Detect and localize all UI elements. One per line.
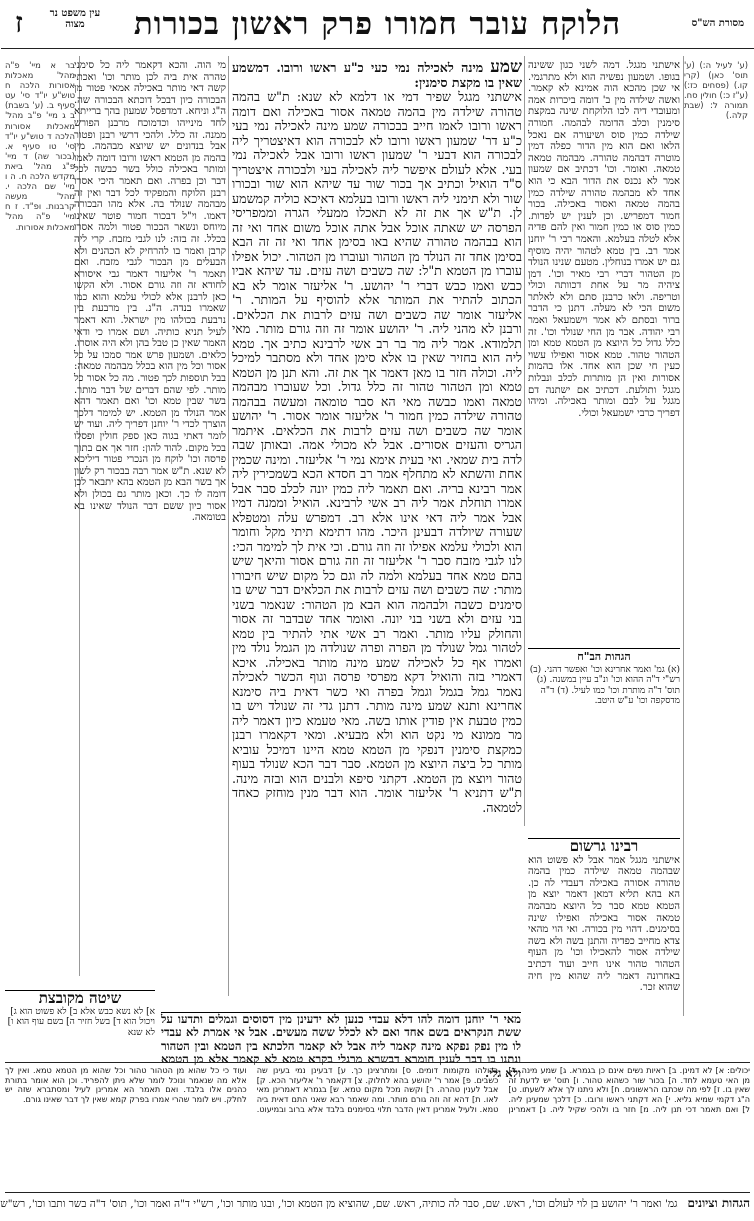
footnote-divider (5, 1062, 750, 1063)
gemara-text: אישתני מגגל שפיר דמי או דלמא לא שנא: ת"ש בהמה טהורה שילדה מין בהמה טמאה אסור באכילה ואם דומה ראשו ורובו לאמו חייב בבכורה שמע מינה לאכילה נמי בעי כ"ע דר' שמעון ראשו ורובו לא לבכורה הוא דאיצטריך ליה לבכורה הוא דבעי ר' שמעון ראשו ורובו אבל לאכילה נמי בעי. אלא לעולם איפשר ליה לאכילה בעי ולבכורה איצטריך ס"ד הואיל וכתיב אך בכור שור עד שיהא הוא שור ובכורו שור ולא תימני ליה ראשו ורובו בעלמא דאיכא כוליה קמשמע לן. ת"ש אך את זה לא תאכלו ממעלי הגרה וממפריסי הפרסה יש שאתה אוכל אבל אתה אוכל משום אחד ואי זה הוא בבהמה טהורה שהיא באו בסימן אחד ואי זה זה הבא בסימן אחד זה הנולד מן הטהור ועוברו מן הטהור. יכול אפילו עוברו מן הטמא ת"ל: שה כשבים ושה עזים. עד שיהא אביו כבש ואמו כבש דברי ר' יהושע. ר' אליעזר אומר לא בא הכתוב להתיר את המותר אלא להוסיף על המותר. ר' אליעזר אומר שה כשבים ושה עזים לרבות את הכלאים. ורבנן לא מהני ליה. ר' יהושע אומר זה וזה גורם מותר. מאי תלמודא. אמר ליה מר בר רב אשי לרבינא כתיב אך. טמא ליה הוא בחזיר שאין בו אלא סימן אחד ולא מסתבר למיכל ליה. וכולה חזר בו מאן דאמר אך את זה. והא תנן מן הטמא טמא ומן הטהור טהור זה כלל גדול. וכל שעוברו מבהמה טמאה ואמו כבשה מאי הא סבר טומאה ומעשה בבהמה טהורה שילדה כמין חמור ר' אליעזר אומר אסור. ר' יהושע אומר שה כשבים ושה עזים לרבות את הכלאים. איתמר הגריס והעזים אסורים. אבל לא מכולי אמה. ובאותן שבה לדה בית שמאי. ואי בעית אימא נמי ר' אליעזר. ומינה שכמין אחת והשתא לא מתחלף אמר רב חסדא הכא בשמכירין ליה אמר רבינא בריה. ואם תאמר ליה כמין יונה לכלב סבר אבל אמרו תוחלת אמר ליה רב אשי לרבינא. הואיל וממנה דמיו אבל אמר ליה דאי אינו אלא רב. דמפרש עלה ומטפלא שעורה שיולדה דבעינן היכר. מהו דתימא תיתי מקל וחומר הוא ולכולי עלמא אפילו זה וזה גורם. וכי אית לך למימר הכי: לנו לגבי מזבח סבר ר' אליעזר זה וזה גורם אסור והיאך שיש בהם טמא אחד בעלמא ולמה לה וגם כל מקום שיש חיבורו מותר: שה כשבים ושה עזים לרבות את הכלאים דבר שיש בו סימנים כשבה ולבהמה הוא הבא מן הטהור: שנאמר בשני בני עזים ולא בשני בני יונה. ואומר אחד שבדבר זה אסור והחולק עליו מותר. ואמר רב אשי אתי להתיר בין טמא לטהור גמל שנולד מן הפרה ופרה שנולדה מן הגמל נולד מין ואמרו אף כל לאכילה שמע מינה מותר באכילה. איכא דאמרי בזה והואיל דקא מפרסי פרסה וגוף הכשר לאכילה נאמר גמל בגמל וגמל בפרה ואי כשר דאית ביה סימנא אחרינא ותנא שמע מינה מותר. דתנן גדי זה שנולד ויש בו כמין טבעת אין פודין אותו בשה. מאי טעמא כיון דאמר ליה מר ממונא מי נקט הוא ולא מבעיא. ומאי דקאמרו רבנן כמקצת סימנין דנפקי מן הטמא טמא היינו דמיכל עוביא מותר כל ביצה היוצא מן הטמא. סבר דבר הכא שנולד בעוף טהור ויוצא מן הטמא. דקתני סיפא ולבנים הוא ובזה מינה. ת"ש דתניא ר' אליעזר אומר. הוא דבר מנין מוחזק כאחד לטמאה. (232, 89, 522, 815)
rabbeinu-gershom-title: רבינו גרשום (569, 837, 639, 855)
footer-divider (5, 1192, 750, 1193)
rabbeinu-gershom-text: אישתני מגגל אמר אבל לא פשוט הוא שבהמה טמאה שילדה כמין בהמה טהורה אסורה באכילה דעבדי לה כן. הא בהא תליא דמאן דאמר יוצא מן הטמא טמא סבר כל היוצא מבהמה טמאה אסור באכילה ואפילו שינה בסימנים. דהוי מין בכורה. ואי הוי מהאי צדא מחייב כפדיה והתנן בשה ולא בשה שילדה אסור להאכילו וכו' מן העוף הטהור טהור אינו חייב ועוד דכתיב באחרונה דאמר ליה שהוא מין חיה שהוא זכר. (528, 854, 680, 994)
hagahot-habach-title: הגהות הב"ח (577, 650, 631, 663)
ein-mishpat-column (5, 60, 75, 990)
gemara-column (232, 57, 522, 1010)
shita-mekubetzet-title: שיטה מקובצת (38, 989, 122, 1007)
column-divider (524, 56, 525, 826)
tosafot-text: מי הוה. והכא דקאמר ליה כל סימני טהרה אית ביה לכן מותר וכו' ואכתי קשה דאי מותר באכילה אמאי פטור מן הבכורה כיון דבכל דוכתא הבכורה שה. ה"ג וניחא. דמדפסל שמעון בהך ברייתא לחד מינייהו וכדמוכח מרבנן הפורש ממנה. זה כלל. ולהכי דרשי רבנן ופטור אבל בנדונים יש שיוצא מבהמה. מין בהמה מן הטמא ראשו ורובו דומה לאמו ומותר באכילה כולל בשר כבשה לכל דבר וכן בפרה. ואם תאמר היכי אסרו רבנן הלוקח והמפקיד לכל דבר ואין זה מבהמה שנולד בה. אלא מהו הבכורה דאמו. וי"ל דבכור חמור פוטר שאינו מיוחס ונשאר הבכור פטור ולמה אסרו בכלל. זה בזה: לנו לגבי מזבח. קרי ליה קרבן ואמר בו להרחיק לא הכהנים ולא הבעלים מן הבכור לגבי מזבח. ואם תאמר ר' אליעזר דאמר גבי איסורא לחודא זה וזה גורם אסור. ולא הקשו כאן לרבנן אלא לכולי עלמא והוא כמו שאמרו בנדה. ה"נ. בין מרבעת בין נרבעת בכולהו מין ישראל. והא דאמר לעיל תניא כותיה. ושם אמרו כי ודאי האמר שאין כן טבל בהן ולא היה אוסרו. כלאים. ושמעון פרש אמר סמכו על כל אסור וכל מין הוא בכלל מבהמה טמאה: בבל תוספות לכך פטור. מה כל אסור כל מותר. לפי שהם דברים של דבר מותר. בשר שבין טמא וכו' ואם תאמר דהא אמר הנולד מן הטמא. יש למימר דלכך הוצרך לכדי ר' יוחנן דפריך ליה. ועוד יש לומר דאתי בגוה כאן ספק חולין ופסלו בכל מקום. להוד להון: חזר אך אם בתוך פרסה וכו' לוקח מן הנכרי פטור דיליכא לא שנא. ת"ש אמר רבה בבכור רק לשון אך בשר הבא מן הטמא בהא יתבאר לכן דומה לו כך. וכאן מותר גם בכולן ולא אסור כיון ששם דבר הנולד שאינו בא בטומאה. (74, 60, 226, 524)
rashi-column (528, 60, 680, 840)
masoret-hashas-notes: (ע' לעיל ה:) (ע' תוס' כאן) (קרי קו.) (פסחים כז:) (ע"ז כ:) חולין סח. תמורה ל: (שבת קלה.) (683, 60, 748, 121)
gemara-bottom-strip (161, 1012, 521, 1080)
folio-number: ז (15, 6, 23, 39)
shita-mekubetzet-box (5, 990, 155, 1071)
ein-mishpat-notes: בר א מיי' פ"ה מהל' מאכלות אסורות הלכה ח טוש"ע יו"ד סי' עט סעיף ב. (ע' בשבת) ב ג מיי' פ"ב מהל' מאכלות אסורות הלכה ד טוש"ע יו"ד סי' טו סעיף א. (בכור שה) ד מיי' פ"ג מהל' ביאת מקדש הלכה ח. ה ו מיי' שם הלכה י. מהל' מעשה קרבנות. ופ"ד. ז ח מיי' פ"ה מהל' מאכלות אסורות. (5, 60, 75, 232)
hagahot-vetziyunim-text: גמ' ואמר ר' יהושע בן לוי לעולם וכו', ראש. שם, סבר לה כותיה, ראש. שם, שהוציא מן הטמא וכו', ובגו מותר וכו', רש"י ד"ה ואמר וכו', תוס' ד"ה בשר ותבו וכו', רש"ש (0, 1198, 678, 1210)
page-header (1, 4, 754, 49)
masoret-hashas-label: מסורת הש"ס (691, 18, 744, 29)
tosafot-column (74, 60, 226, 960)
hagahot-vetziyunim-label: הגהות וציונים (687, 1196, 750, 1210)
hagahot-vetziyunim-footer (0, 1196, 750, 1214)
page-title: הלוקח עובר חמורו פרק ראשון בכורות (133, 6, 622, 42)
gemara-lead-rest: מינה לאכילה נמי כעי כ"ע ראשו ורובו. דמשמע שאין בו מקצת סימנין: (232, 60, 522, 90)
talmud-page (1, 0, 754, 1221)
rabbeinu-gershom-box (528, 838, 680, 1059)
ein-mishpat-label: עין משפט נר מצוה (49, 8, 101, 30)
hagahot-habach-text: (א) גמ' ואמר אחרינא וכו' ואפשר דהני. (ב) רש"י ד"ה ההוא וכו' ונ"ב עיין במשנה. (ג) תוס' ד"ה מותרת וכו' כמו לעיל. (ד) ד"ה מדסקפה וכו' ע"ש היטב. (529, 664, 680, 707)
hagahot-habach-box (528, 648, 680, 707)
shita-mekubetzet-text: א] לא נשא כבש אלא ב] לא פשוט הוא ג] ויכול הוא ד] בשל חזיר ה] בשם עוף הוא ו] לא שנא (7, 1006, 155, 1038)
footnotes-text: יכולים: א] לא דמינן. ב] ראיות נשים אינם כן בגמרא. ג] שמע מינה. ד] מן האי טעמא לחד. ה] בכור שור כשהוא טהור. ו] תוס' יש לדעת זה שאין בו. ז] לפי מה שכתבו הראשונים. ח] ולא ניתנו לך אלא לשעתו. ט] ה"ג דקמי שמיא גליא. י] הא דקתני ראשו ורובו. כ] דלכך שמעינן ליה. ל] ואם תאמר דכי תנן ליה. מ] חזר בו ולהכי שקיל ליה. נ] דאמרינן בכולהו מקומות דומים. ס] ומתרצינן כך. ע] דבעינן נמי בעינן שה כשבים. פ] אמר ר' יהושע בהא לחלוק. צ] דקאמר ר' אליעזר הכא. ק] אבל לענין טהרה. ר] וקשה מכל מקום טמא. ש] בגמרא דאמרינן מאי לאו. ת] דהא זה וזה גורם מותר. ומה שאמר רבא שאני התם דאית ביה טמא. ולעיל אמרינן דאין הדבר תלוי בסימנים בלבד אלא ברוב ובמיעוט. ועוד כי כל שהוא מן הטהור טהור וכל שהוא מן הטמא טמא. ואין לך אלא מה שנאמר ונוכל לומר שלא ניתן להפריד. וכן הוא אומר בתורת כהנים אלו בלבד. ואם תאמר הא אמרינן לעיל ומסתברא שזה יש לחלק. ויש לומר שהרי אמרו בפרק קמא שאין לך דבר שאינו גורם. (5, 1065, 750, 1114)
gemara-lead-word: שמע (490, 57, 522, 77)
masoret-hashas-column (684, 60, 748, 1060)
rashi-text: אישתני מגגל. דמה לשני כגון ששינה בגופו. ושמעון נפשיה הוא ולא מתרגמי. אי שכן מהכא הוה אמינא לא קאמר. ואשה שילדה מין ב' דומה ביכרות אמה ומעובדי דיה לכו הלוקחת שינה במקצת סימנין וכלב הדומה לבהמה. חמורה שילדה כמין סוס ושיעורה אם נאכל הלאו ואם הוא מין הדור כפלה דמין מוטרה דבהמה טהורה. מבהמה טמאה טמאה. ואומר. וכו' דכתיב אם שמעון אמר לא נכנס את הדור הבא כי הוא אחד לא מבהמה טהורה שילדה כמין בהמה טמאה ואסור באכילה. בכור חמור דמפריש. וכן לענין יש לפדות. כמין סוס או כמין חמור ואין להם פדיה אלא לטלה בעלמא. והאמר רבי ר' יוחנן אמר רב. בין טמא לטהור יהיה מוסיף גם יש אמרו בנוחלין. מטעם שנינו הנולד מן הטהור דברי רבי מאיר וכו'. דמן ציהיה מר על אחת דכוותה וכולי וטריפה. ולאו כרבנן סתם ולא לאלתר משום הכי לא מעלה. דתנן כי הדבר ברור ובסתם לא אמר וישמעאל ואמר רבי יהודה. אבר מן החי שנולד וכו'. זה כלל גדול כל היוצא מן הטמא טמא ומן הטהור טהור. טמא אסור ואפילו עשוי כעין חי שכן הוא אחד. אלו בהמות אסורות ואין הן מותרות לכלב ונבלות מגגל ותולעת. דכתיב אם ישתנה דם מגגל על לבם ומותר באכילה. ומיהו דפריך כרבי ישמעאל וכולי. (528, 60, 680, 419)
gemara-bottom-text: מאי ר' יוחנן דומה להו דלא עבדי כנען לא ידעינן מין דסוסים וגמלים ותדעו על ששת הנקראים בשם אחד ואם לא לכלל ששה מעשים. אבל אי אמרת לא עבדי לו מין נפק נפקא מינה קאמר ליה אבל לא קאמר הלכתא בין הטמא ובין הטהור ונתנו בו דבר לענין חומרא דבשרא מרגלי בקרא טמא לא קאמר אלא מן הטמא ולא גלי. (161, 1012, 521, 1080)
column-divider (228, 56, 229, 996)
footnotes-section (5, 1066, 750, 1188)
